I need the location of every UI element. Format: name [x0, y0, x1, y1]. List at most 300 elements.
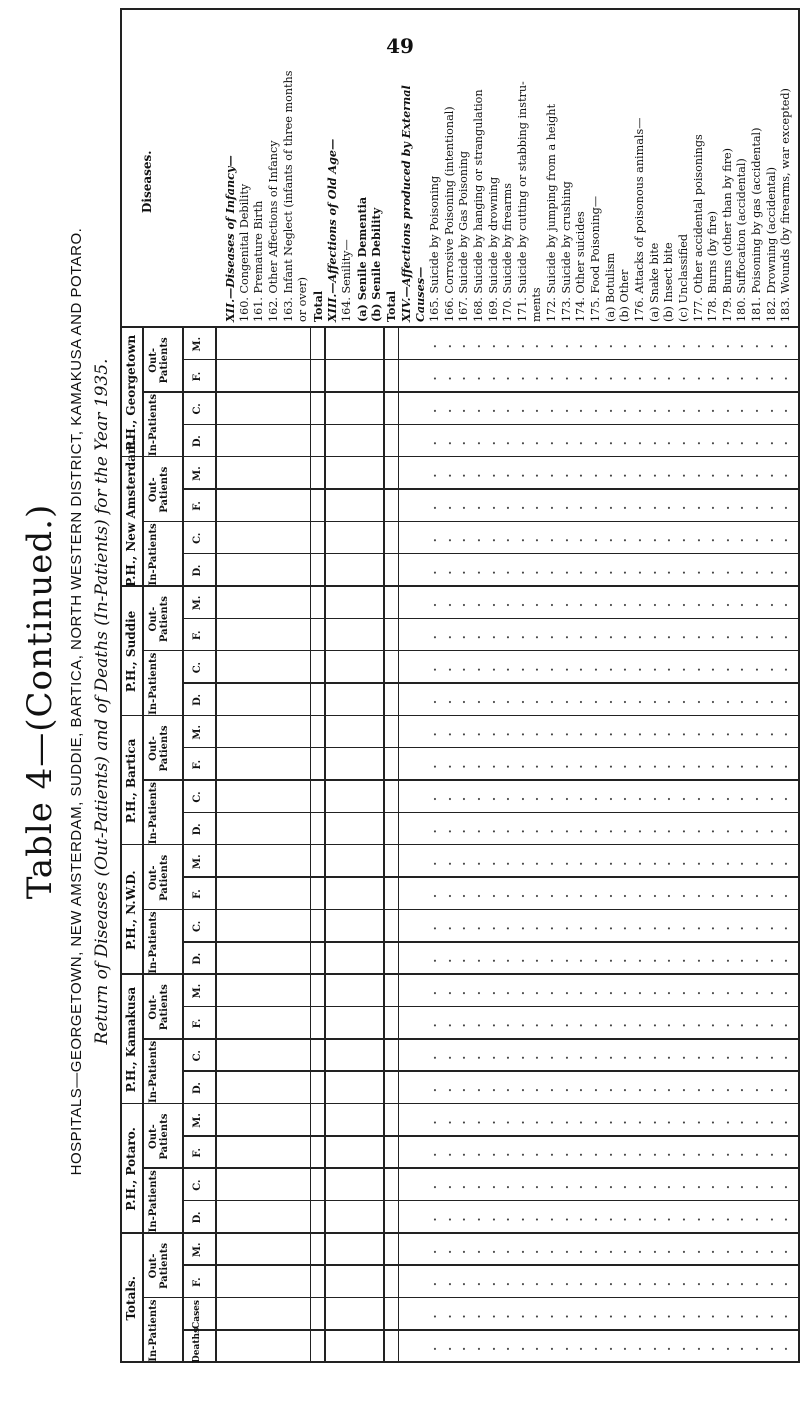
empty-cell-leader: · — [559, 473, 574, 478]
empty-cell-leader: · — [501, 894, 516, 899]
empty-cell-leader: · — [691, 538, 706, 543]
empty-cell-leader: · — [603, 376, 618, 381]
empty-cell-leader: · — [618, 1023, 633, 1028]
empty-cell-leader: · — [662, 635, 677, 640]
empty-cell-leader: · — [779, 1217, 794, 1222]
empty-cell-leader: · — [589, 1217, 604, 1222]
empty-cell-leader: · — [530, 344, 545, 349]
hospital-header: P.H., Potaro. — [124, 1127, 138, 1211]
empty-cell-leader: · — [515, 1314, 530, 1319]
grid-line-horizontal — [182, 587, 184, 716]
empty-cell-leader: · — [735, 991, 750, 996]
empty-cell-leader: · — [764, 1249, 779, 1254]
empty-cell-leader: · — [501, 1055, 516, 1060]
empty-cell-leader: · — [457, 796, 472, 801]
empty-cell-leader: · — [632, 408, 647, 413]
empty-cell-leader: · — [427, 1314, 442, 1319]
empty-cell-leader: · — [618, 344, 633, 349]
empty-cell-leader: · — [618, 958, 633, 963]
empty-cell-leader: · — [764, 473, 779, 478]
empty-cell-leader: · — [676, 344, 691, 349]
empty-cell-leader: · — [442, 926, 457, 931]
empty-cell-leader: · — [706, 344, 721, 349]
disease-row-label: or over) — [296, 276, 310, 322]
empty-cell-leader: · — [574, 408, 589, 413]
empty-cell-leader: · — [559, 732, 574, 737]
empty-cell-leader: · — [471, 1055, 486, 1060]
empty-cell-leader: · — [720, 1088, 735, 1093]
empty-cell-leader: · — [779, 894, 794, 899]
empty-cell-leader: · — [457, 926, 472, 931]
empty-cell-leader: · — [720, 1249, 735, 1254]
empty-cell-leader: · — [427, 1217, 442, 1222]
empty-cell-leader: · — [632, 958, 647, 963]
empty-cell-leader: · — [647, 1217, 662, 1222]
empty-cell-leader: · — [471, 538, 486, 543]
empty-cell-leader: · — [515, 732, 530, 737]
empty-cell-leader: · — [720, 1282, 735, 1287]
empty-cell-leader: · — [647, 376, 662, 381]
in-patients-header: In-Patients — [148, 782, 159, 845]
empty-cell-leader: · — [471, 570, 486, 575]
empty-cell-leader: · — [545, 764, 560, 769]
empty-cell-leader: · — [589, 699, 604, 704]
empty-cell-leader: · — [559, 958, 574, 963]
empty-cell-leader: · — [676, 505, 691, 510]
empty-cell-leader: · — [589, 829, 604, 834]
empty-cell-leader: · — [676, 1217, 691, 1222]
empty-cell-leader: · — [457, 1249, 472, 1254]
empty-cell-leader: · — [750, 1088, 765, 1093]
empty-cell-leader: · — [471, 1152, 486, 1157]
deaths-header: D. — [192, 564, 203, 577]
empty-cell-leader: · — [501, 538, 516, 543]
empty-cell-leader: · — [662, 505, 677, 510]
disease-row-label: 171. Suicide by cutting or stabbing instru- — [515, 81, 529, 322]
empty-cell-leader: · — [750, 1185, 765, 1190]
empty-cell-leader: · — [691, 991, 706, 996]
empty-cell-leader: · — [750, 538, 765, 543]
empty-cell-leader: · — [457, 829, 472, 834]
empty-cell-leader: · — [442, 570, 457, 575]
empty-cell-leader: · — [735, 732, 750, 737]
in-patients-header: In-Patients — [148, 393, 159, 457]
empty-cell-leader: · — [676, 473, 691, 478]
empty-cell-leader: · — [691, 1023, 706, 1028]
empty-cell-leader: · — [442, 1249, 457, 1254]
grid-line-vertical — [120, 9, 800, 11]
empty-cell-leader: · — [559, 1282, 574, 1287]
empty-cell-leader: · — [662, 667, 677, 672]
empty-cell-leader: · — [735, 635, 750, 640]
empty-cell-leader: · — [720, 1185, 735, 1190]
empty-cell-leader: · — [501, 570, 516, 575]
empty-cell-leader: · — [471, 1314, 486, 1319]
empty-cell-leader: · — [676, 538, 691, 543]
empty-cell-leader: · — [574, 699, 589, 704]
empty-cell-leader: · — [735, 1185, 750, 1190]
empty-cell-leader: · — [545, 699, 560, 704]
empty-cell-leader: · — [471, 1023, 486, 1028]
empty-cell-leader: · — [501, 1249, 516, 1254]
empty-cell-leader: · — [486, 473, 501, 478]
empty-cell-leader: · — [618, 1249, 633, 1254]
empty-cell-leader: · — [545, 1249, 560, 1254]
empty-cell-leader: · — [662, 861, 677, 866]
empty-cell-leader: · — [501, 473, 516, 478]
empty-cell-leader: · — [618, 667, 633, 672]
empty-cell-leader: · — [779, 602, 794, 607]
empty-cell-leader: · — [442, 376, 457, 381]
disease-row-label: 179. Burns (other than by fire) — [720, 147, 734, 322]
empty-cell-leader: · — [442, 667, 457, 672]
disease-row-label: Total — [310, 290, 325, 322]
empty-cell-leader: · — [471, 635, 486, 640]
empty-cell-leader: · — [720, 699, 735, 704]
empty-cell-leader: · — [486, 1055, 501, 1060]
disease-return-table — [120, 0, 800, 1403]
empty-cell-leader: · — [442, 1314, 457, 1319]
empty-cell-leader: · — [501, 1282, 516, 1287]
empty-cell-leader: · — [632, 667, 647, 672]
empty-cell-leader: · — [515, 764, 530, 769]
empty-cell-leader: · — [618, 441, 633, 446]
empty-cell-leader: · — [691, 570, 706, 575]
empty-cell-leader: · — [632, 796, 647, 801]
cured-header: C. — [192, 791, 203, 803]
empty-cell-leader: · — [676, 894, 691, 899]
empty-cell-leader: · — [632, 1120, 647, 1125]
empty-cell-leader: · — [559, 699, 574, 704]
grid-line-horizontal — [383, 328, 385, 1363]
empty-cell-leader: · — [603, 408, 618, 413]
table-subtitle: HOSPITALS—GEORGETOWN, NEW AMSTERDAM, SUDDIE, BARTICA, NORTH WESTERN DISTRICT, KAMAKUSA AND POTARO. — [68, 227, 85, 1176]
empty-cell-leader: · — [545, 1314, 560, 1319]
empty-cell-leader: · — [427, 1120, 442, 1125]
empty-cell-leader: · — [750, 1314, 765, 1319]
empty-cell-leader: · — [632, 1152, 647, 1157]
empty-cell-leader: · — [676, 1185, 691, 1190]
empty-cell-leader: · — [618, 732, 633, 737]
empty-cell-leader: · — [486, 1282, 501, 1287]
empty-cell-leader: · — [603, 699, 618, 704]
grid-line-horizontal — [182, 1104, 184, 1233]
empty-cell-leader: · — [676, 408, 691, 413]
grid-line-horizontal — [182, 975, 184, 1104]
empty-cell-leader: · — [442, 991, 457, 996]
empty-cell-leader: · — [559, 861, 574, 866]
empty-cell-leader: · — [779, 1055, 794, 1060]
empty-cell-leader: · — [486, 1314, 501, 1319]
empty-cell-leader: · — [486, 764, 501, 769]
empty-cell-leader: · — [676, 602, 691, 607]
empty-cell-leader: · — [471, 991, 486, 996]
empty-cell-leader: · — [486, 408, 501, 413]
grid-line-horizontal — [215, 328, 217, 1363]
empty-cell-leader: · — [486, 1023, 501, 1028]
empty-cell-leader: · — [691, 602, 706, 607]
empty-cell-leader: · — [486, 570, 501, 575]
empty-cell-leader: · — [457, 1023, 472, 1028]
empty-cell-leader: · — [662, 1120, 677, 1125]
empty-cell-leader: · — [471, 1088, 486, 1093]
empty-cell-leader: · — [647, 796, 662, 801]
diseases-header: Diseases. — [140, 150, 154, 213]
grid-line-horizontal — [310, 328, 312, 1363]
empty-cell-leader: · — [530, 1346, 545, 1351]
grid-line-horizontal — [142, 328, 144, 457]
empty-cell-leader: · — [764, 1055, 779, 1060]
empty-cell-leader: · — [545, 1088, 560, 1093]
empty-cell-leader: · — [457, 1088, 472, 1093]
empty-cell-leader: · — [530, 861, 545, 866]
empty-cell-leader: · — [662, 473, 677, 478]
empty-cell-leader: · — [545, 796, 560, 801]
empty-cell-leader: · — [442, 635, 457, 640]
empty-cell-leader: · — [515, 667, 530, 672]
empty-cell-leader: · — [574, 570, 589, 575]
empty-cell-leader: · — [501, 441, 516, 446]
empty-cell-leader: · — [706, 699, 721, 704]
empty-cell-leader: · — [632, 1217, 647, 1222]
empty-cell-leader: · — [442, 1120, 457, 1125]
male-header: M. — [192, 1113, 203, 1128]
empty-cell-leader: · — [735, 1152, 750, 1157]
empty-cell-leader: · — [603, 894, 618, 899]
disease-row-label: 167. Suicide by Gas Poisoning — [457, 150, 471, 322]
empty-cell-leader: · — [764, 1314, 779, 1319]
empty-cell-leader: · — [735, 1120, 750, 1125]
empty-cell-leader: · — [618, 602, 633, 607]
empty-cell-leader: · — [486, 505, 501, 510]
empty-cell-leader: · — [530, 408, 545, 413]
empty-cell-leader: · — [457, 861, 472, 866]
empty-cell-leader: · — [545, 344, 560, 349]
empty-cell-leader: · — [750, 861, 765, 866]
empty-cell-leader: · — [779, 699, 794, 704]
empty-cell-leader: · — [559, 829, 574, 834]
cured-header: C. — [192, 920, 203, 932]
empty-cell-leader: · — [603, 570, 618, 575]
empty-cell-leader: · — [750, 732, 765, 737]
empty-cell-leader: · — [427, 829, 442, 834]
empty-cell-leader: · — [750, 1346, 765, 1351]
empty-cell-leader: · — [647, 602, 662, 607]
empty-cell-leader: · — [676, 699, 691, 704]
empty-cell-leader: · — [618, 473, 633, 478]
empty-cell-leader: · — [632, 829, 647, 834]
male-header: M. — [192, 466, 203, 481]
empty-cell-leader: · — [632, 1282, 647, 1287]
empty-cell-leader: · — [589, 473, 604, 478]
empty-cell-leader: · — [618, 926, 633, 931]
empty-cell-leader: · — [676, 829, 691, 834]
empty-cell-leader: · — [589, 991, 604, 996]
empty-cell-leader: · — [471, 344, 486, 349]
empty-cell-leader: · — [574, 505, 589, 510]
empty-cell-leader: · — [427, 1282, 442, 1287]
empty-cell-leader: · — [442, 796, 457, 801]
empty-cell-leader: · — [750, 1023, 765, 1028]
empty-cell-leader: · — [706, 1314, 721, 1319]
empty-cell-leader: · — [530, 894, 545, 899]
empty-cell-leader: · — [632, 699, 647, 704]
empty-cell-leader: · — [457, 441, 472, 446]
empty-cell-leader: · — [545, 894, 560, 899]
empty-cell-leader: · — [735, 1346, 750, 1351]
grid-line-horizontal — [182, 328, 184, 457]
empty-cell-leader: · — [427, 764, 442, 769]
empty-cell-leader: · — [603, 635, 618, 640]
empty-cell-leader: · — [691, 958, 706, 963]
empty-cell-leader: · — [662, 602, 677, 607]
grid-line-horizontal — [398, 328, 400, 1363]
empty-cell-leader: · — [589, 1023, 604, 1028]
empty-cell-leader: · — [457, 732, 472, 737]
empty-cell-leader: · — [574, 441, 589, 446]
empty-cell-leader: · — [779, 635, 794, 640]
empty-cell-leader: · — [486, 1088, 501, 1093]
empty-cell-leader: · — [545, 958, 560, 963]
empty-cell-leader: · — [662, 1249, 677, 1254]
empty-cell-leader: · — [486, 376, 501, 381]
deaths-header: Deaths — [192, 1327, 202, 1363]
empty-cell-leader: · — [486, 1185, 501, 1190]
empty-cell-leader: · — [530, 1152, 545, 1157]
empty-cell-leader: · — [706, 764, 721, 769]
empty-cell-leader: · — [764, 635, 779, 640]
empty-cell-leader: · — [603, 991, 618, 996]
empty-cell-leader: · — [632, 376, 647, 381]
empty-cell-leader: · — [779, 861, 794, 866]
empty-cell-leader: · — [720, 732, 735, 737]
empty-cell-leader: · — [442, 894, 457, 899]
empty-cell-leader: · — [545, 408, 560, 413]
empty-cell-leader: · — [574, 764, 589, 769]
empty-cell-leader: · — [662, 1217, 677, 1222]
empty-cell-leader: · — [559, 1314, 574, 1319]
disease-row-label: 182. Drowning (accidental) — [764, 166, 778, 322]
empty-cell-leader: · — [603, 667, 618, 672]
empty-cell-leader: · — [750, 602, 765, 607]
empty-cell-leader: · — [530, 441, 545, 446]
out-patients-header: Out-Patients — [148, 984, 170, 1031]
disease-row-label: 172. Suicide by jumping from a height — [545, 104, 559, 322]
empty-cell-leader: · — [779, 376, 794, 381]
empty-cell-leader: · — [501, 344, 516, 349]
empty-cell-leader: · — [647, 505, 662, 510]
empty-cell-leader: · — [545, 570, 560, 575]
empty-cell-leader: · — [471, 829, 486, 834]
empty-cell-leader: · — [501, 602, 516, 607]
in-patients-header: In-Patients — [148, 1170, 159, 1233]
empty-cell-leader: · — [574, 829, 589, 834]
empty-cell-leader: · — [691, 441, 706, 446]
empty-cell-leader: · — [501, 635, 516, 640]
empty-cell-leader: · — [706, 1023, 721, 1028]
disease-row-label: 181. Poisoning by gas (accidental) — [750, 127, 764, 322]
hospital-header: P.H., Kamakusa — [124, 986, 138, 1093]
empty-cell-leader: · — [764, 505, 779, 510]
empty-cell-leader: · — [706, 1055, 721, 1060]
empty-cell-leader: · — [545, 829, 560, 834]
empty-cell-leader: · — [574, 667, 589, 672]
empty-cell-leader: · — [603, 764, 618, 769]
disease-row-label: (a) Snake bite — [647, 242, 661, 322]
empty-cell-leader: · — [662, 958, 677, 963]
empty-cell-leader: · — [720, 505, 735, 510]
empty-cell-leader: · — [691, 1217, 706, 1222]
empty-cell-leader: · — [574, 1282, 589, 1287]
empty-cell-leader: · — [647, 441, 662, 446]
empty-cell-leader: · — [603, 1055, 618, 1060]
empty-cell-leader: · — [750, 505, 765, 510]
empty-cell-leader: · — [706, 408, 721, 413]
empty-cell-leader: · — [457, 473, 472, 478]
empty-cell-leader: · — [442, 1185, 457, 1190]
empty-cell-leader: · — [545, 1023, 560, 1028]
empty-cell-leader: · — [735, 473, 750, 478]
empty-cell-leader: · — [706, 926, 721, 931]
cured-header: C. — [192, 532, 203, 544]
empty-cell-leader: · — [574, 732, 589, 737]
empty-cell-leader: · — [764, 344, 779, 349]
empty-cell-leader: · — [574, 796, 589, 801]
empty-cell-leader: · — [662, 991, 677, 996]
empty-cell-leader: · — [691, 894, 706, 899]
disease-row-label: 164. Senility— — [340, 239, 354, 322]
empty-cell-leader: · — [779, 1023, 794, 1028]
empty-cell-leader: · — [764, 1282, 779, 1287]
empty-cell-leader: · — [603, 344, 618, 349]
empty-cell-leader: · — [603, 1314, 618, 1319]
empty-cell-leader: · — [662, 1346, 677, 1351]
empty-cell-leader: · — [647, 408, 662, 413]
hospital-header: Totals. — [124, 1276, 138, 1321]
empty-cell-leader: · — [486, 602, 501, 607]
empty-cell-leader: · — [589, 505, 604, 510]
empty-cell-leader: · — [427, 1249, 442, 1254]
empty-cell-leader: · — [720, 796, 735, 801]
empty-cell-leader: · — [515, 505, 530, 510]
empty-cell-leader: · — [764, 991, 779, 996]
male-header: M. — [192, 595, 203, 611]
female-header: F. — [192, 1277, 203, 1287]
empty-cell-leader: · — [501, 376, 516, 381]
empty-cell-leader: · — [750, 1249, 765, 1254]
empty-cell-leader: · — [530, 602, 545, 607]
empty-cell-leader: · — [559, 408, 574, 413]
empty-cell-leader: · — [515, 473, 530, 478]
empty-cell-leader: · — [720, 635, 735, 640]
empty-cell-leader: · — [427, 991, 442, 996]
empty-cell-leader: · — [501, 1314, 516, 1319]
empty-cell-leader: · — [764, 376, 779, 381]
empty-cell-leader: · — [457, 1346, 472, 1351]
empty-cell-leader: · — [427, 1088, 442, 1093]
empty-cell-leader: · — [735, 1055, 750, 1060]
empty-cell-leader: · — [632, 505, 647, 510]
empty-cell-leader: · — [735, 1249, 750, 1254]
empty-cell-leader: · — [750, 796, 765, 801]
empty-cell-leader: · — [486, 1152, 501, 1157]
disease-row-label: 173. Suicide by crushing — [559, 181, 573, 322]
grid-line-horizontal — [142, 457, 144, 586]
empty-cell-leader: · — [589, 764, 604, 769]
empty-cell-leader: · — [559, 602, 574, 607]
empty-cell-leader: · — [706, 1282, 721, 1287]
empty-cell-leader: · — [559, 635, 574, 640]
